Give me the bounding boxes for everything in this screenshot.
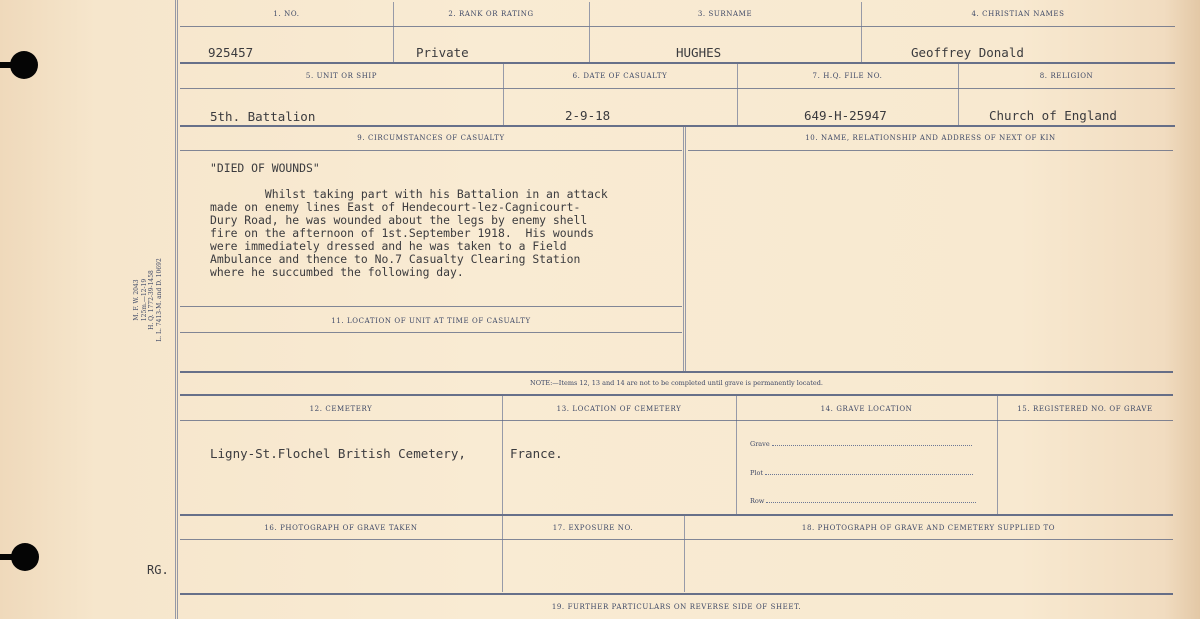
location-of-cemetery-value: France. [510,446,563,461]
print-code-line: H. Q. 1772-39-1458 [148,270,155,330]
divider [997,396,998,514]
christian-names-value: Geoffrey Donald [911,45,1024,60]
date-value: 2-9-18 [565,108,611,123]
punch-hole-bottom [11,543,39,571]
hq-file-value: 649-H-25947 [804,108,887,123]
photo-supplied-label: 18. PHOTOGRAPH OF GRAVE AND CEMETERY SUPPLIED TO [801,524,1056,532]
divider [180,539,1173,540]
divider [688,150,1173,151]
religion-label: 8. RELIGION [1039,72,1094,80]
next-of-kin-label: 10. NAME, RELATIONSHIP AND ADDRESS OF NEXT OF KIN [805,134,1056,142]
divider [736,396,737,514]
rg-stamp: RG. [147,563,169,577]
grave-line [750,440,972,448]
circumstances-line: made on enemy lines East of Hendecourt-lez-Cagnicourt- [210,200,581,214]
divider [180,332,682,333]
divider [180,371,1173,373]
plot-field-label: Plot [750,469,763,477]
divider [180,150,682,151]
location-of-cemetery-label: 13. LOCATION OF CEMETERY [556,405,682,413]
divider [180,88,1175,89]
print-code-line: M. F. W. 2043 [133,279,140,321]
location-of-unit-label: 11. LOCATION OF UNIT AT TIME OF CASUALTY [331,317,531,325]
divider [180,26,1175,27]
unit-value: 5th. Battalion [210,109,316,124]
print-code-line: L. L. 7413-M. and D. 10692 [155,258,163,342]
circumstances-label: 9. CIRCUMSTANCES OF CASUALTY [357,134,505,142]
circumstances-line: Whilst taking part with his Battalion in an attack [210,187,608,201]
date-label: 6. DATE OF CASUALTY [572,72,668,80]
form-print-code [133,250,213,350]
no-label: 1. NO. [273,10,300,18]
surname-value: HUGHES [676,45,722,60]
divider [180,125,1175,127]
surname-label: 3. SURNAME [697,10,753,18]
circumstances-line: Ambulance and thence to No.7 Casualty Clearing Station [210,252,581,266]
circumstances-line: were immediately dressed and he was taken to a Field [210,239,567,253]
exposure-no-label: 17. EXPOSURE NO. [552,524,634,532]
circumstances-heading: "DIED OF WOUNDS" [210,161,320,175]
unit-label: 5. UNIT OR SHIP [305,72,378,80]
religion-value: Church of England [989,108,1117,123]
photo-taken-label: 16. PHOTOGRAPH OF GRAVE TAKEN [264,524,418,532]
divider [180,62,1175,64]
cemetery-label: 12. CEMETERY [309,405,373,413]
hq-file-label: 7. H.Q. FILE NO. [812,72,883,80]
divider [502,396,503,514]
divider [180,394,1173,396]
grave-field-label: Grave [750,440,770,448]
circumstances-line: Dury Road, he was wounded about the legs by enemy shell [210,213,588,227]
divider [180,514,1173,516]
registered-no-label: 15. REGISTERED NO. OF GRAVE [1017,405,1153,413]
divider [180,593,1173,595]
row-field-label: Row [750,497,765,505]
plot-line [750,469,973,477]
cemetery-value: Ligny-St.Flochel British Cemetery, [210,446,466,461]
grave-location-label: 14. GRAVE LOCATION [820,405,913,413]
christian-names-label: 4. CHRISTIAN NAMES [971,10,1065,18]
punch-hole-top [10,51,38,79]
rank-label: 2. RANK OR RATING [448,10,534,18]
row-line [750,497,976,505]
note-text: NOTE:—Items 12, 13 and 14 are not to be completed until grave is permanently located. [530,379,823,387]
no-value: 925457 [208,45,254,60]
divider [180,306,682,307]
print-code-line: 125m.—12-19 [140,278,148,322]
circumstances-line: where he succumbed the following day. [210,265,464,279]
circumstances-line: fire on the afternoon of 1st.September 1918. His wounds [210,226,595,240]
divider [180,420,1173,421]
rank-value: Private [416,45,469,60]
form-left-border [175,0,178,619]
divider [683,127,686,371]
further-particulars-label: 19. FURTHER PARTICULARS ON REVERSE SIDE OF SHEET. [551,603,802,611]
